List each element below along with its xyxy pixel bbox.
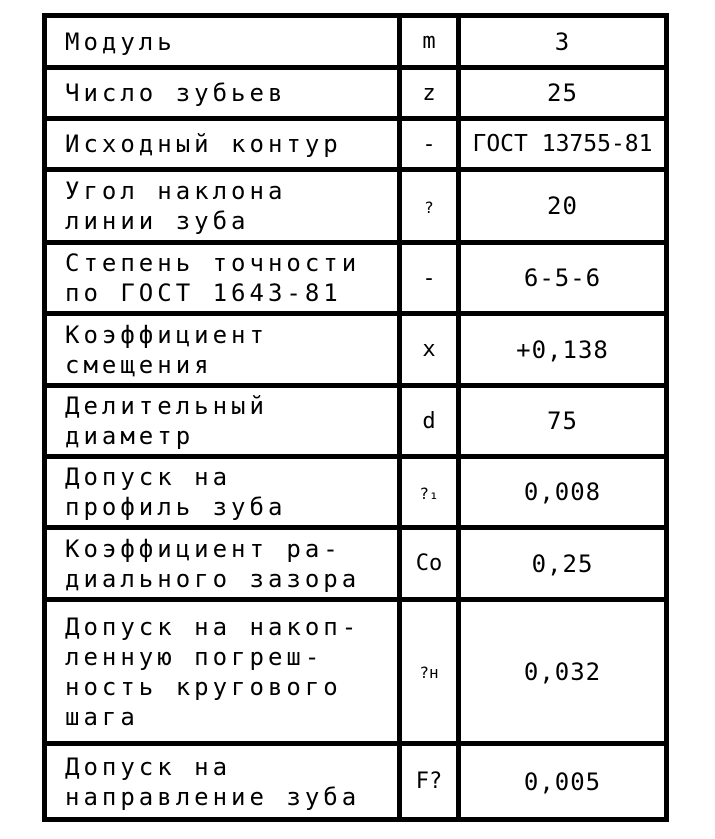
table-row [45, 600, 667, 744]
table-row [45, 16, 667, 68]
parameter-symbol: - [422, 131, 436, 157]
parameter-symbol: x [422, 337, 436, 362]
parameter-name-line: Коэффициент ра- [65, 534, 342, 563]
parameter-name-line: Степень точности [65, 249, 361, 277]
parameter-name-cell [45, 744, 400, 820]
table-row [45, 744, 667, 820]
symbol-cell [400, 528, 459, 600]
parameter-value: 75 [547, 407, 578, 435]
symbol-cell [400, 16, 459, 68]
parameter-name-cell [45, 16, 400, 68]
parameter-value: 0,008 [523, 478, 602, 506]
parameter-name-line: линии зуба [65, 207, 250, 235]
parameter-name-cell [45, 457, 400, 528]
table-row [45, 119, 667, 170]
parameter-name-cell [45, 68, 400, 119]
parameter-symbol: - [422, 265, 436, 291]
parameter-name-line: Допуск на [65, 463, 232, 491]
value-cell [459, 457, 667, 528]
gear-parameters-table [42, 13, 669, 822]
table-body [45, 16, 667, 820]
symbol-cell [400, 457, 459, 528]
symbol-cell [400, 119, 459, 170]
table-row [45, 528, 667, 600]
parameter-name-line: профиль зуба [65, 493, 287, 521]
parameter-name-line: Модуль [65, 27, 176, 56]
parameter-name-line: по ГОСТ 1643-81 [65, 279, 342, 307]
parameter-value: +0,138 [516, 335, 609, 364]
value-cell [459, 528, 667, 600]
table-row [45, 386, 667, 457]
table-row [45, 243, 667, 314]
parameter-name-line: смещения [65, 350, 213, 379]
parameter-value: 25 [547, 79, 578, 107]
parameter-value: 0,032 [523, 657, 602, 686]
value-cell [459, 68, 667, 119]
symbol-cell [400, 314, 459, 386]
parameter-value: 20 [547, 192, 578, 220]
parameter-symbol: d [422, 408, 436, 434]
value-cell [459, 119, 667, 170]
parameter-name-cell [45, 386, 400, 457]
value-cell [459, 16, 667, 68]
parameter-symbol: m [422, 29, 436, 54]
parameter-name-line: ленную погреш- [65, 642, 324, 671]
parameter-symbol: ?н [419, 663, 439, 682]
parameter-name-line: направление зуба [65, 782, 361, 811]
parameter-name-line: Допуск на накоп- [65, 612, 361, 641]
parameter-value: 0,25 [531, 549, 594, 578]
parameter-value: 0,005 [523, 767, 602, 796]
table-row [45, 170, 667, 243]
parameter-name-line: Угол наклона [65, 177, 287, 205]
parameter-name-line: Допуск на [65, 752, 232, 781]
table-row [45, 68, 667, 119]
symbol-cell [400, 68, 459, 119]
parameter-name-line: диального зазора [65, 564, 361, 593]
parameter-symbol: ?₁ [419, 483, 439, 503]
parameter-symbol: ? [424, 197, 434, 217]
value-cell [459, 386, 667, 457]
symbol-cell [400, 600, 459, 744]
parameter-symbol: Co [415, 551, 443, 576]
parameter-name-line: Исходный контур [65, 130, 342, 158]
parameter-value: 3 [554, 27, 571, 56]
parameter-symbol: z [422, 80, 436, 106]
parameter-name-cell [45, 170, 400, 243]
parameter-name-cell [45, 314, 400, 386]
parameter-name-line: Число зубьев [65, 79, 287, 107]
symbol-cell [400, 744, 459, 820]
value-cell [459, 170, 667, 243]
value-cell [459, 744, 667, 820]
parameter-name-line: шага [65, 702, 139, 731]
value-cell [459, 600, 667, 744]
parameter-value: 6-5-6 [523, 264, 602, 292]
symbol-cell [400, 170, 459, 243]
symbol-cell [400, 386, 459, 457]
value-cell [459, 314, 667, 386]
parameter-name-cell [45, 243, 400, 314]
table-row [45, 314, 667, 386]
parameter-name-cell [45, 528, 400, 600]
value-cell [459, 243, 667, 314]
parameter-value: ГОСТ 13755-81 [472, 131, 653, 157]
symbol-cell [400, 243, 459, 314]
parameter-name-line: Коэффициент [65, 320, 268, 349]
parameter-name-cell [45, 119, 400, 170]
parameter-symbol: F? [415, 769, 443, 794]
parameter-name-cell [45, 600, 400, 744]
table-row [45, 457, 667, 528]
parameter-name-line: диаметр [65, 422, 195, 450]
parameter-name-line: Делительный [65, 392, 268, 420]
parameter-name-line: ность кругового [65, 672, 342, 701]
